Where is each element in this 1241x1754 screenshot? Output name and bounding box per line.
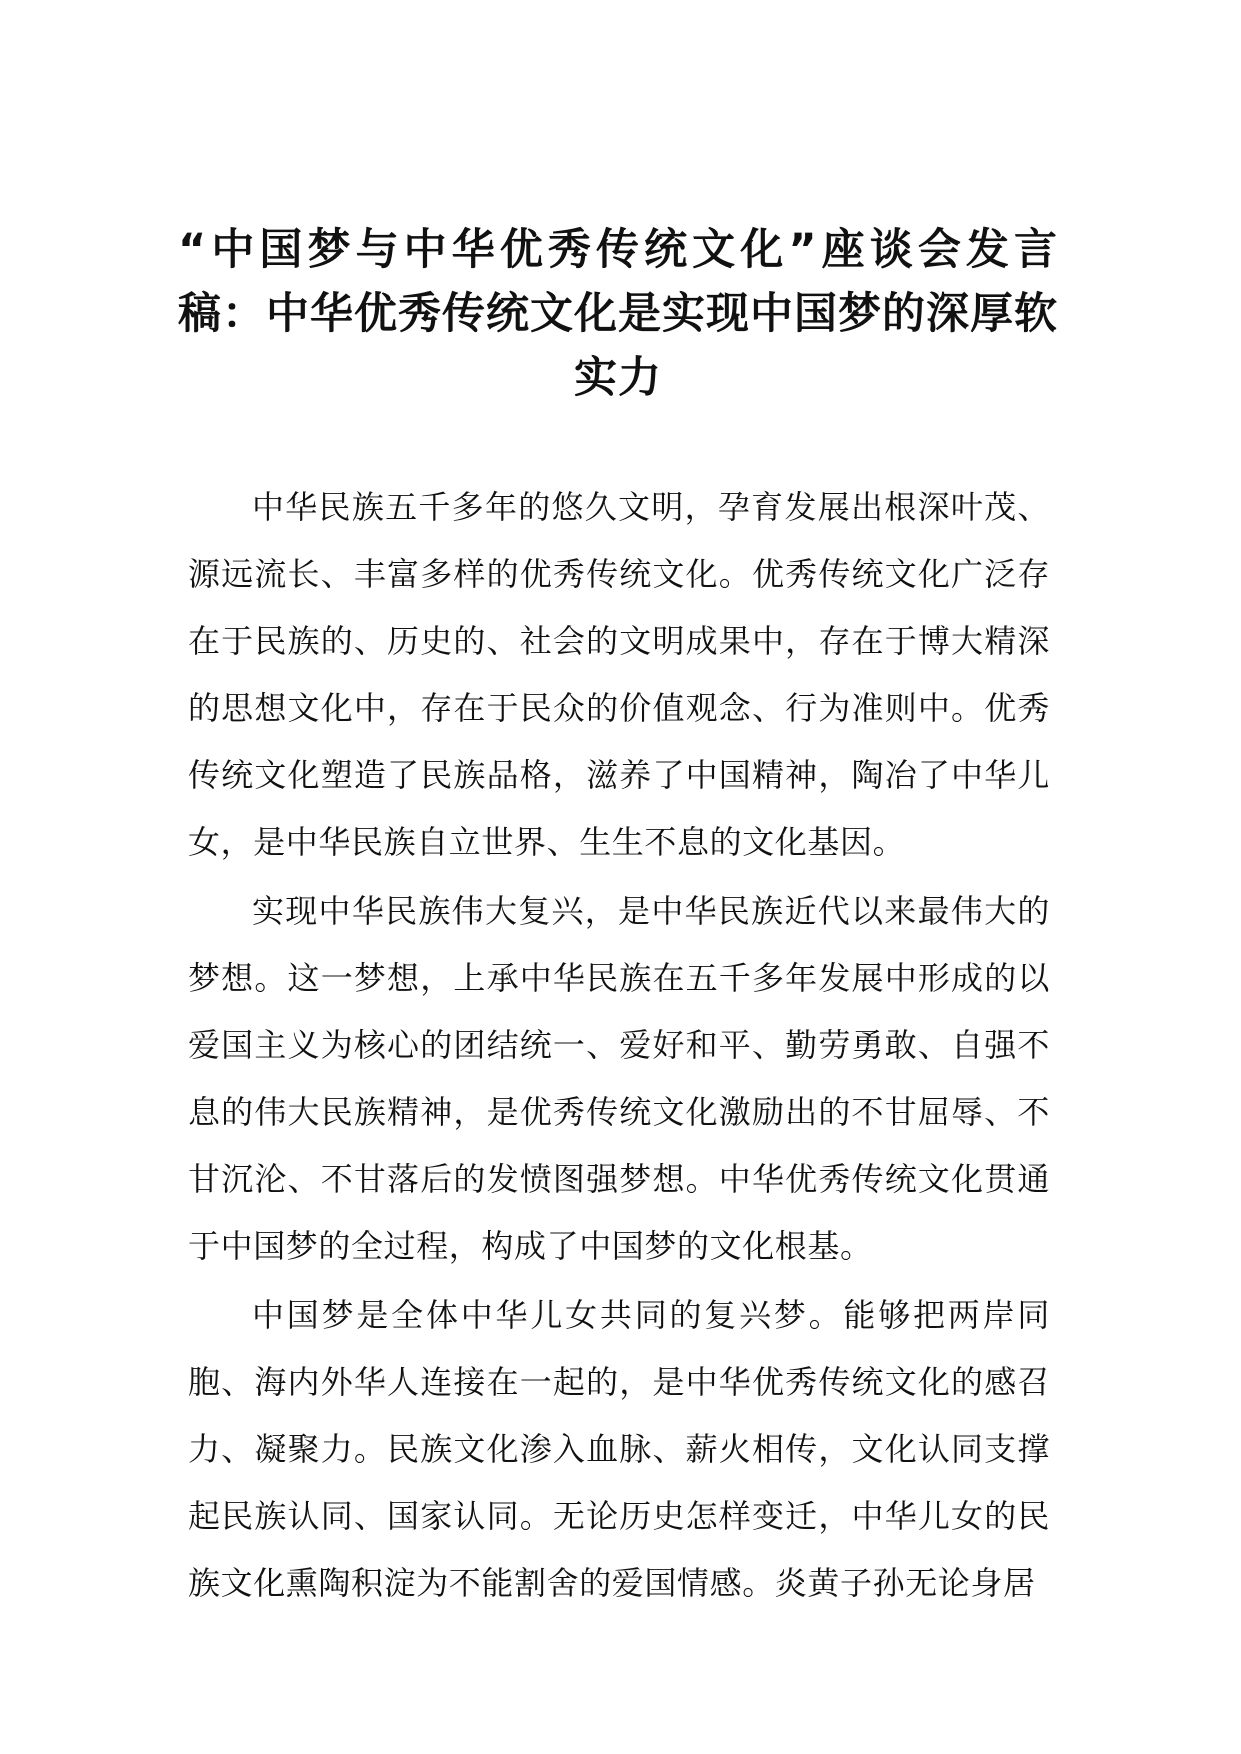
paragraph-1: 中华民族五千多年的悠久文明，孕育发展出根深叶茂、源远流长、丰富多样的优秀传统文化。优秀传统文化广泛存在于民族的、历史的、社会的文明成果中，存在于博大精深的思想文化中，存在于民众的价值观念、行为准则中。优秀传统文化塑造了民族品格，滋养了中国精神，陶冶了中华儿女，是中华民族自立世界、生生不息的文化基因。 — [188, 488, 1050, 861]
paragraph-2: 实现中华民族伟大复兴，是中华民族近代以来最伟大的梦想。这一梦想，上承中华民族在五千多年发展中形成的以爱国主义为核心的团结统一、爱好和平、勤劳勇敢、自强不息的伟大民族精神，是优秀传统文化激励出的不甘屈辱、不甘沉沦、不甘落后的发愤图强梦想。中华优秀传统文化贯通于中国梦的全过程，构成了中国梦的文化根基。 — [188, 892, 1050, 1265]
document-title: “中国梦与中华优秀传统文化”座谈会发言稿：中华优秀传统文化是实现中国梦的深厚软实力 — [178, 225, 1058, 403]
paragraph-3: 中国梦是全体中华儿女共同的复兴梦。能够把两岸同胞、海内外华人连接在一起的，是中华优秀传统文化的感召力、凝聚力。民族文化渗入血脉、薪火相传，文化认同支撑起民族认同、国家认同。无论历史怎样变迁，中华儿女的民族文化熏陶积淀为不能割舍的爱国情感。炎黄子孙无论身居 — [188, 1296, 1050, 1602]
